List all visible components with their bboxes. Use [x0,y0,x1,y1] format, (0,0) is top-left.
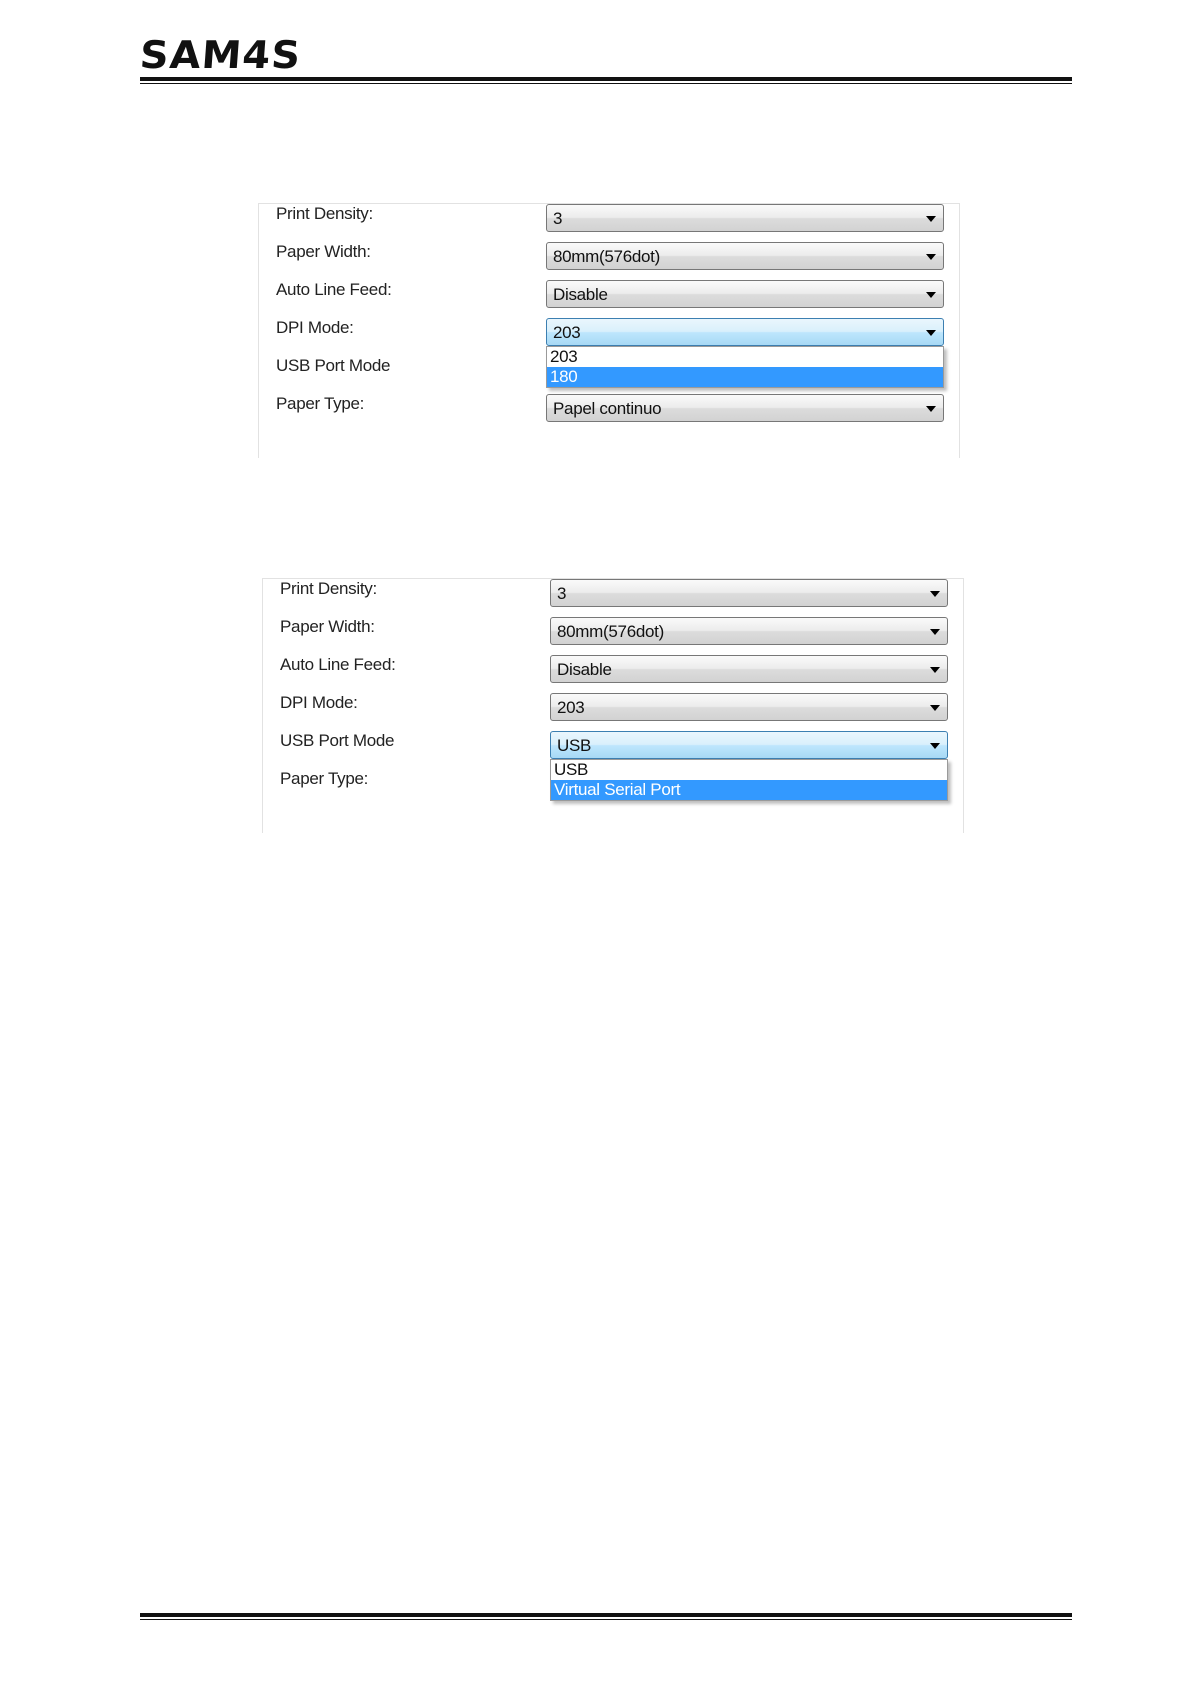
header-rule-thin [140,83,1072,84]
chevron-down-icon [926,216,936,222]
paper-width-value: 80mm(576dot) [553,247,660,266]
sam4s-logo: SAM4S [138,33,303,77]
chevron-down-icon [926,254,936,260]
auto-line-feed-select[interactable] [546,280,944,308]
chevron-down-icon [930,743,940,749]
usb-port-mode-label: USB Port Mode [276,356,391,375]
print-density-label: Print Density: [276,204,373,223]
usb-option-usb[interactable]: USB [554,760,589,779]
chevron-down-icon [930,705,940,711]
auto-line-feed-value: Disable [557,660,612,679]
usb-port-mode-label: USB Port Mode [280,731,395,750]
auto-line-feed-select[interactable] [550,655,948,683]
paper-type-value: Papel continuo [553,399,662,418]
chevron-down-icon [926,292,936,298]
chevron-down-icon [930,667,940,673]
printer-settings-panel-usb [262,578,964,833]
paper-width-select[interactable] [546,242,944,270]
chevron-down-icon [930,629,940,635]
dpi-mode-value: 203 [557,698,585,717]
paper-type-label: Paper Type: [276,394,365,413]
print-density-value: 3 [553,209,563,228]
dpi-mode-value: 203 [553,323,581,342]
paper-width-select[interactable] [550,617,948,645]
paper-type-label: Paper Type: [280,769,369,788]
header-rule [140,77,1072,81]
footer-rule-thin [140,1619,1072,1620]
chevron-down-icon [930,591,940,597]
paper-type-select[interactable] [546,394,944,422]
print-density-value: 3 [557,584,567,603]
dpi-mode-select[interactable] [550,693,948,721]
auto-line-feed-label: Auto Line Feed: [276,280,392,299]
print-density-label: Print Density: [280,579,377,598]
usb-port-mode-select[interactable] [550,731,948,759]
paper-width-label: Paper Width: [280,617,375,636]
paper-width-value: 80mm(576dot) [557,622,664,641]
chevron-down-icon [926,330,936,336]
paper-width-label: Paper Width: [276,242,371,261]
dpi-option-180[interactable]: 180 [547,367,943,387]
usb-option-virtual-serial-port[interactable]: Virtual Serial Port [551,780,947,800]
print-density-select[interactable] [550,579,948,607]
dpi-mode-select[interactable] [546,318,944,346]
usb-port-mode-dropdown-list [550,759,948,801]
dpi-mode-label: DPI Mode: [280,693,358,712]
chevron-down-icon [926,406,936,412]
usb-port-mode-value: USB [557,736,592,755]
auto-line-feed-label: Auto Line Feed: [280,655,396,674]
dpi-option-203[interactable]: 203 [550,347,578,366]
dpi-mode-dropdown-list [546,346,944,388]
auto-line-feed-value: Disable [553,285,608,304]
dpi-mode-label: DPI Mode: [276,318,354,337]
footer-rule [140,1613,1072,1617]
print-density-select[interactable] [546,204,944,232]
printer-settings-panel-dpi [258,203,960,458]
